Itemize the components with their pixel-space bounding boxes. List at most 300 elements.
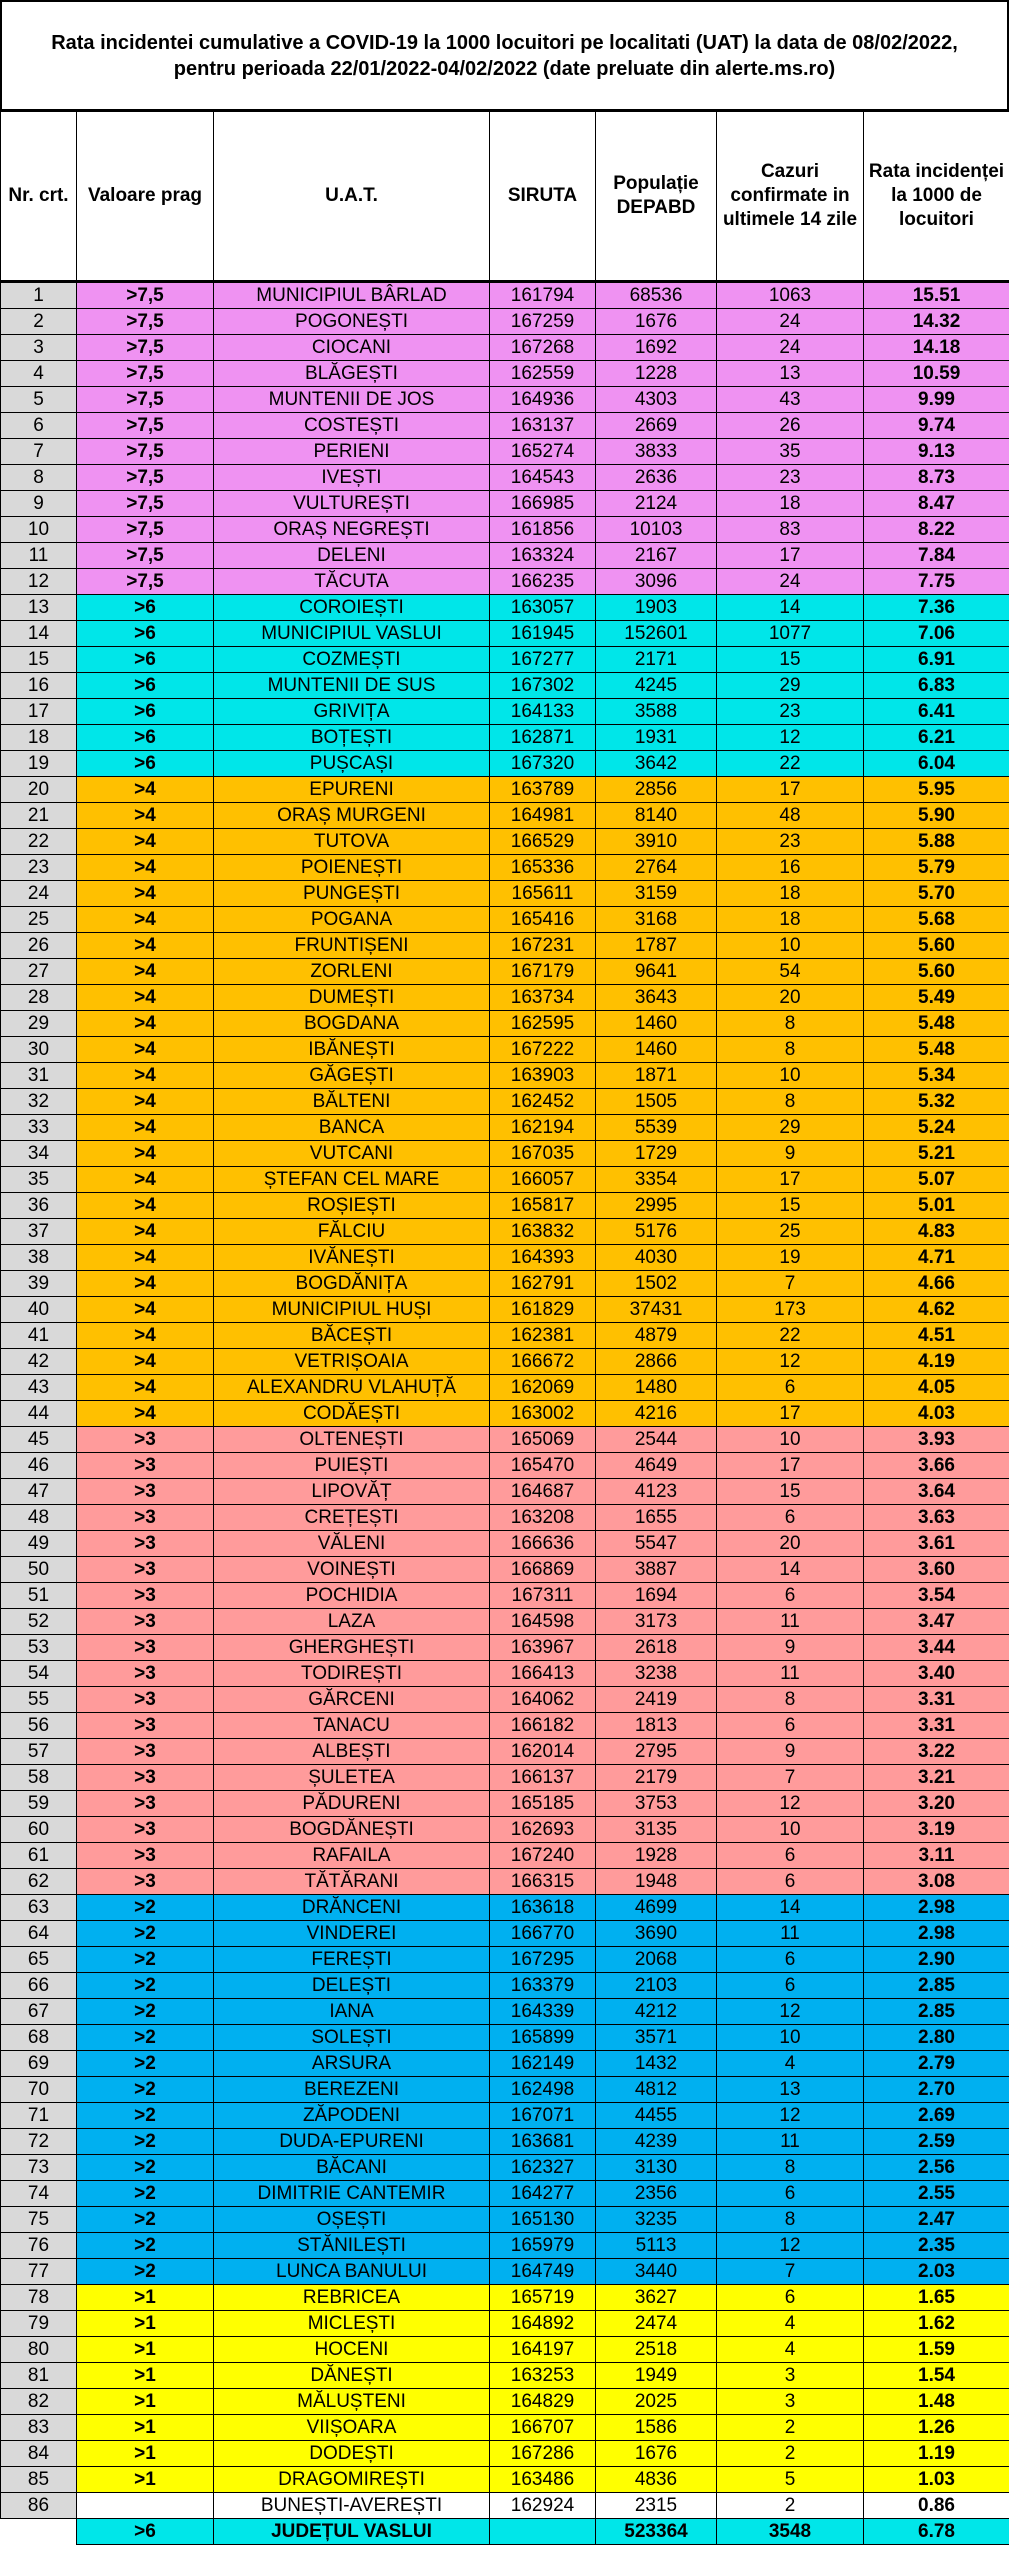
cell-cazuri: 12 [717,725,864,751]
table-row [1,2337,1009,2363]
cell-cazuri: 83 [717,517,864,543]
cell-prag: >4 [77,881,214,907]
table-row [1,1973,1009,1999]
cell-uat: SOLEȘTI [214,2025,490,2051]
cell-siruta: 162595 [490,1011,596,1037]
table-row [1,543,1009,569]
cell-prag: >7,5 [77,439,214,465]
cell-cazuri: 15 [717,647,864,673]
cell-populatie: 5176 [596,1219,717,1245]
cell-rata: 6.21 [864,725,1009,751]
cell-prag: >1 [77,2285,214,2311]
cell-populatie: 1948 [596,1869,717,1895]
cell-populatie: 2474 [596,2311,717,2337]
cell-prag: >3 [77,1739,214,1765]
cell-cazuri: 8 [717,2155,864,2181]
incidence-table [0,109,1009,2545]
cell-populatie: 1931 [596,725,717,751]
table-row [1,1167,1009,1193]
cell-siruta: 167222 [490,1037,596,1063]
cell-rata: 1.59 [864,2337,1009,2363]
cell-rata: 3.44 [864,1635,1009,1661]
cell-rata: 8.22 [864,517,1009,543]
cell-rata: 3.40 [864,1661,1009,1687]
cell-cazuri: 11 [717,1921,864,1947]
table-row [1,387,1009,413]
cell-prag: >7,5 [77,361,214,387]
cell-rata: 5.88 [864,829,1009,855]
cell-nr: 11 [1,543,77,569]
cell-rata: 9.74 [864,413,1009,439]
cell-siruta: 164598 [490,1609,596,1635]
cell-cazuri: 8 [717,2207,864,2233]
cell-prag: >3 [77,1661,214,1687]
table-row [1,1193,1009,1219]
cell-cazuri: 11 [717,1661,864,1687]
cell-populatie: 1655 [596,1505,717,1531]
cell-prag: >3 [77,1635,214,1661]
cell-nr: 47 [1,1479,77,1505]
table-row [1,1583,1009,1609]
cell-siruta: 162069 [490,1375,596,1401]
cell-siruta: 166413 [490,1661,596,1687]
cell-nr: 13 [1,595,77,621]
cell-prag: >4 [77,1401,214,1427]
cell-populatie: 2856 [596,777,717,803]
cell-prag: >3 [77,1843,214,1869]
cell-siruta: 162452 [490,1089,596,1115]
cell-nr: 30 [1,1037,77,1063]
cell-populatie: 1787 [596,933,717,959]
cell-cazuri: 1063 [717,282,864,309]
cell-populatie: 1676 [596,309,717,335]
cell-uat: ORAȘ MURGENI [214,803,490,829]
cell-prag: >4 [77,1323,214,1349]
table-row [1,282,1009,309]
cell-rata: 5.07 [864,1167,1009,1193]
cell-uat: COZMEȘTI [214,647,490,673]
table-row [1,1609,1009,1635]
table-row [1,2389,1009,2415]
cell-uat: PUNGEȘTI [214,881,490,907]
cell-populatie: 4879 [596,1323,717,1349]
cell-nr: 70 [1,2077,77,2103]
cell-prag: >4 [77,959,214,985]
cell-nr: 21 [1,803,77,829]
cell-uat: REBRICEA [214,2285,490,2311]
table-row [1,2025,1009,2051]
cell-rata: 6.91 [864,647,1009,673]
cell-cazuri: 14 [717,595,864,621]
cell-prag: >3 [77,1531,214,1557]
cell-prag: >4 [77,777,214,803]
cell-nr: 28 [1,985,77,1011]
cell-prag: >4 [77,1375,214,1401]
cell-populatie: 3096 [596,569,717,595]
cell-rata: 15.51 [864,282,1009,309]
cell-populatie: 4239 [596,2129,717,2155]
cell-nr: 38 [1,1245,77,1271]
cell-cazuri: 5 [717,2467,864,2493]
cell-rata: 2.47 [864,2207,1009,2233]
cell-uat: POCHIDIA [214,1583,490,1609]
cell-siruta: 165899 [490,2025,596,2051]
cell-uat: MUNICIPIUL HUȘI [214,1297,490,1323]
title-line-1: Rata incidentei cumulative a COVID-19 la 1000 locuitori pe localitati (UAT) la data de 08/02/2022, [51,31,958,54]
cell-cazuri: 6 [717,1505,864,1531]
cell-cazuri: 23 [717,699,864,725]
cell-uat: TĂTĂRANI [214,1869,490,1895]
cell-populatie: 2518 [596,2337,717,2363]
title-line-2: pentru perioada 22/01/2022-04/02/2022 (date preluate din alerte.ms.ro) [173,57,836,80]
sheet-title [0,0,1009,109]
cell-rata: 8.47 [864,491,1009,517]
cell-cazuri: 13 [717,2077,864,2103]
cell-rata: 4.51 [864,1323,1009,1349]
cell-siruta: 163057 [490,595,596,621]
cell-rata: 1.48 [864,2389,1009,2415]
cell-siruta: 162498 [490,2077,596,2103]
cell-siruta: 167259 [490,309,596,335]
cell-prag: >2 [77,2103,214,2129]
cell-cazuri: 24 [717,569,864,595]
cell-prag: >1 [77,2415,214,2441]
cell-siruta: 161829 [490,1297,596,1323]
cell-uat: POGONEȘTI [214,309,490,335]
cell-nr: 36 [1,1193,77,1219]
cell-cazuri: 29 [717,1115,864,1141]
table-row [1,855,1009,881]
table-row [1,491,1009,517]
cell-uat: BOGDANA [214,1011,490,1037]
cell-nr: 80 [1,2337,77,2363]
cell-rata: 3.11 [864,1843,1009,1869]
table-row [1,1869,1009,1895]
cell-populatie: 3642 [596,751,717,777]
cell-prag: >4 [77,1297,214,1323]
total-siruta [490,2519,596,2545]
cell-populatie: 4123 [596,1479,717,1505]
cell-rata: 4.19 [864,1349,1009,1375]
cell-prag: >2 [77,1895,214,1921]
table-body [1,282,1009,2545]
cell-uat: MĂLUȘTENI [214,2389,490,2415]
cell-nr: 62 [1,1869,77,1895]
cell-cazuri: 11 [717,1609,864,1635]
cell-uat: LIPOVĂȚ [214,1479,490,1505]
cell-siruta: 164936 [490,387,596,413]
cell-cazuri: 12 [717,1791,864,1817]
cell-rata: 5.21 [864,1141,1009,1167]
cell-cazuri: 7 [717,1765,864,1791]
cell-nr: 31 [1,1063,77,1089]
cell-prag: >7,5 [77,517,214,543]
cell-siruta: 167286 [490,2441,596,2467]
table-row [1,1427,1009,1453]
cell-siruta: 166707 [490,2415,596,2441]
cell-cazuri: 6 [717,1843,864,1869]
cell-rata: 5.34 [864,1063,1009,1089]
cell-prag: >4 [77,985,214,1011]
cell-uat: CIOCANI [214,335,490,361]
cell-uat: TĂCUTA [214,569,490,595]
cell-populatie: 3130 [596,2155,717,2181]
table-row [1,907,1009,933]
cell-cazuri: 48 [717,803,864,829]
table-row [1,2155,1009,2181]
cell-uat: MUNICIPIUL BÂRLAD [214,282,490,309]
cell-siruta: 163137 [490,413,596,439]
cell-siruta: 162924 [490,2493,596,2519]
cell-nr: 53 [1,1635,77,1661]
total-populatie: 523364 [596,2519,717,2545]
cell-nr: 8 [1,465,77,491]
table-row [1,1947,1009,1973]
cell-populatie: 5539 [596,1115,717,1141]
cell-nr: 51 [1,1583,77,1609]
cell-nr: 50 [1,1557,77,1583]
cell-siruta: 167295 [490,1947,596,1973]
cell-uat: DRĂNCENI [214,1895,490,1921]
cell-populatie: 10103 [596,517,717,543]
cell-cazuri: 10 [717,1817,864,1843]
cell-uat: BOGDĂNEȘTI [214,1817,490,1843]
cell-rata: 3.60 [864,1557,1009,1583]
cell-siruta: 165979 [490,2233,596,2259]
cell-cazuri: 16 [717,855,864,881]
cell-nr: 43 [1,1375,77,1401]
cell-populatie: 3235 [596,2207,717,2233]
cell-siruta: 166985 [490,491,596,517]
cell-rata: 4.05 [864,1375,1009,1401]
cell-populatie: 4030 [596,1245,717,1271]
table-row [1,1011,1009,1037]
cell-rata: 2.98 [864,1895,1009,1921]
cell-populatie: 4216 [596,1401,717,1427]
cell-nr: 56 [1,1713,77,1739]
table-row [1,1843,1009,1869]
cell-cazuri: 12 [717,2233,864,2259]
cell-rata: 3.31 [864,1687,1009,1713]
cell-rata: 3.61 [864,1531,1009,1557]
cell-cazuri: 20 [717,1531,864,1557]
cell-nr: 26 [1,933,77,959]
cell-uat: VIIȘOARA [214,2415,490,2441]
cell-nr: 2 [1,309,77,335]
cell-nr: 81 [1,2363,77,2389]
cell-cazuri: 9 [717,1141,864,1167]
cell-cazuri: 22 [717,751,864,777]
cell-uat: BOȚEȘTI [214,725,490,751]
cell-rata: 1.03 [864,2467,1009,2493]
cell-rata: 2.70 [864,2077,1009,2103]
cell-prag: >1 [77,2441,214,2467]
cell-populatie: 4699 [596,1895,717,1921]
cell-prag: >6 [77,725,214,751]
cell-nr: 82 [1,2389,77,2415]
cell-siruta: 164339 [490,1999,596,2025]
total-uat: JUDEȚUL VASLUI [214,2519,490,2545]
cell-populatie: 3887 [596,1557,717,1583]
header-prag: Valoare prag [77,111,214,282]
cell-prag: >4 [77,1167,214,1193]
cell-prag: >4 [77,933,214,959]
table-row [1,1453,1009,1479]
cell-rata: 5.70 [864,881,1009,907]
cell-nr: 32 [1,1089,77,1115]
cell-siruta: 165130 [490,2207,596,2233]
cell-prag: >4 [77,1219,214,1245]
cell-rata: 2.59 [864,2129,1009,2155]
cell-rata: 3.22 [864,1739,1009,1765]
cell-nr: 14 [1,621,77,647]
cell-siruta: 165069 [490,1427,596,1453]
cell-nr: 37 [1,1219,77,1245]
cell-cazuri: 6 [717,2285,864,2311]
cell-prag: >2 [77,2233,214,2259]
cell-siruta: 166315 [490,1869,596,1895]
table-row [1,1661,1009,1687]
cell-populatie: 1505 [596,1089,717,1115]
cell-cazuri: 2 [717,2493,864,2519]
cell-cazuri: 4 [717,2051,864,2077]
cell-uat: GĂRCENI [214,1687,490,1713]
cell-populatie: 2544 [596,1427,717,1453]
cell-nr: 39 [1,1271,77,1297]
table-row [1,465,1009,491]
cell-siruta: 166529 [490,829,596,855]
cell-prag: >4 [77,1245,214,1271]
cell-rata: 2.90 [864,1947,1009,1973]
cell-rata: 5.60 [864,959,1009,985]
total-row [1,2519,1009,2545]
cell-cazuri: 8 [717,1687,864,1713]
cell-siruta: 164543 [490,465,596,491]
cell-rata: 6.04 [864,751,1009,777]
cell-uat: HOCENI [214,2337,490,2363]
table-row [1,1089,1009,1115]
cell-populatie: 5113 [596,2233,717,2259]
cell-rata: 2.85 [864,1999,1009,2025]
cell-uat: DĂNEȘTI [214,2363,490,2389]
cell-uat: TODIREȘTI [214,1661,490,1687]
cell-nr: 68 [1,2025,77,2051]
cell-prag: >3 [77,1609,214,1635]
cell-uat: GĂGEȘTI [214,1063,490,1089]
cell-rata: 2.35 [864,2233,1009,2259]
cell-nr: 4 [1,361,77,387]
cell-siruta: 162327 [490,2155,596,2181]
cell-nr: 65 [1,1947,77,1973]
table-row [1,1635,1009,1661]
table-row [1,2233,1009,2259]
cell-cazuri: 10 [717,933,864,959]
table-row [1,1479,1009,1505]
cell-rata: 1.54 [864,2363,1009,2389]
cell-cazuri: 6 [717,1947,864,1973]
cell-populatie: 3627 [596,2285,717,2311]
cell-prag: >7,5 [77,387,214,413]
cell-cazuri: 10 [717,1427,864,1453]
cell-uat: DRAGOMIREȘTI [214,2467,490,2493]
cell-siruta: 167240 [490,1843,596,1869]
cell-prag: >2 [77,2129,214,2155]
cell-uat: TUTOVA [214,829,490,855]
cell-uat: DODEȘTI [214,2441,490,2467]
cell-populatie: 2068 [596,1947,717,1973]
cell-siruta: 166636 [490,1531,596,1557]
cell-rata: 14.18 [864,335,1009,361]
total-nr [1,2519,77,2545]
cell-populatie: 1903 [596,595,717,621]
cell-siruta: 165719 [490,2285,596,2311]
cell-cazuri: 6 [717,1973,864,1999]
cell-siruta: 161945 [490,621,596,647]
cell-nr: 84 [1,2441,77,2467]
cell-rata: 5.48 [864,1011,1009,1037]
table-row [1,2051,1009,2077]
cell-prag: >1 [77,2311,214,2337]
cell-populatie: 3588 [596,699,717,725]
cell-nr: 3 [1,335,77,361]
cell-prag: >2 [77,2155,214,2181]
cell-siruta: 167268 [490,335,596,361]
cell-prag: >3 [77,1791,214,1817]
cell-uat: PERIENI [214,439,490,465]
cell-uat: BĂCEȘTI [214,1323,490,1349]
cell-rata: 3.20 [864,1791,1009,1817]
table-row [1,1531,1009,1557]
table-row [1,439,1009,465]
cell-rata: 1.19 [864,2441,1009,2467]
cell-nr: 48 [1,1505,77,1531]
cell-cazuri: 6 [717,2181,864,2207]
cell-cazuri: 11 [717,2129,864,2155]
cell-prag: >6 [77,647,214,673]
cell-uat: MUNICIPIUL VASLUI [214,621,490,647]
cell-populatie: 1586 [596,2415,717,2441]
table-row [1,829,1009,855]
cell-prag: >7,5 [77,491,214,517]
cell-cazuri: 9 [717,1635,864,1661]
cell-cazuri: 4 [717,2337,864,2363]
cell-siruta: 163734 [490,985,596,1011]
cell-populatie: 3833 [596,439,717,465]
cell-rata: 2.85 [864,1973,1009,1999]
cell-uat: DELEȘTI [214,1973,490,1999]
cell-siruta: 163253 [490,2363,596,2389]
cell-siruta: 164133 [490,699,596,725]
cell-cazuri: 43 [717,387,864,413]
cell-siruta: 163789 [490,777,596,803]
table-row [1,725,1009,751]
cell-prag: >3 [77,1505,214,1531]
cell-prag: >4 [77,829,214,855]
header-rata: Rata incidenței la 1000 de locuitori [864,111,1009,282]
cell-cazuri: 12 [717,1999,864,2025]
cell-prag: >2 [77,1947,214,1973]
cell-populatie: 2124 [596,491,717,517]
cell-siruta: 164062 [490,1687,596,1713]
cell-uat: FEREȘTI [214,1947,490,1973]
table-row [1,699,1009,725]
cell-uat: ZORLENI [214,959,490,985]
cell-rata: 1.62 [864,2311,1009,2337]
cell-nr: 75 [1,2207,77,2233]
cell-cazuri: 17 [717,777,864,803]
cell-populatie: 1949 [596,2363,717,2389]
cell-prag: >2 [77,2181,214,2207]
